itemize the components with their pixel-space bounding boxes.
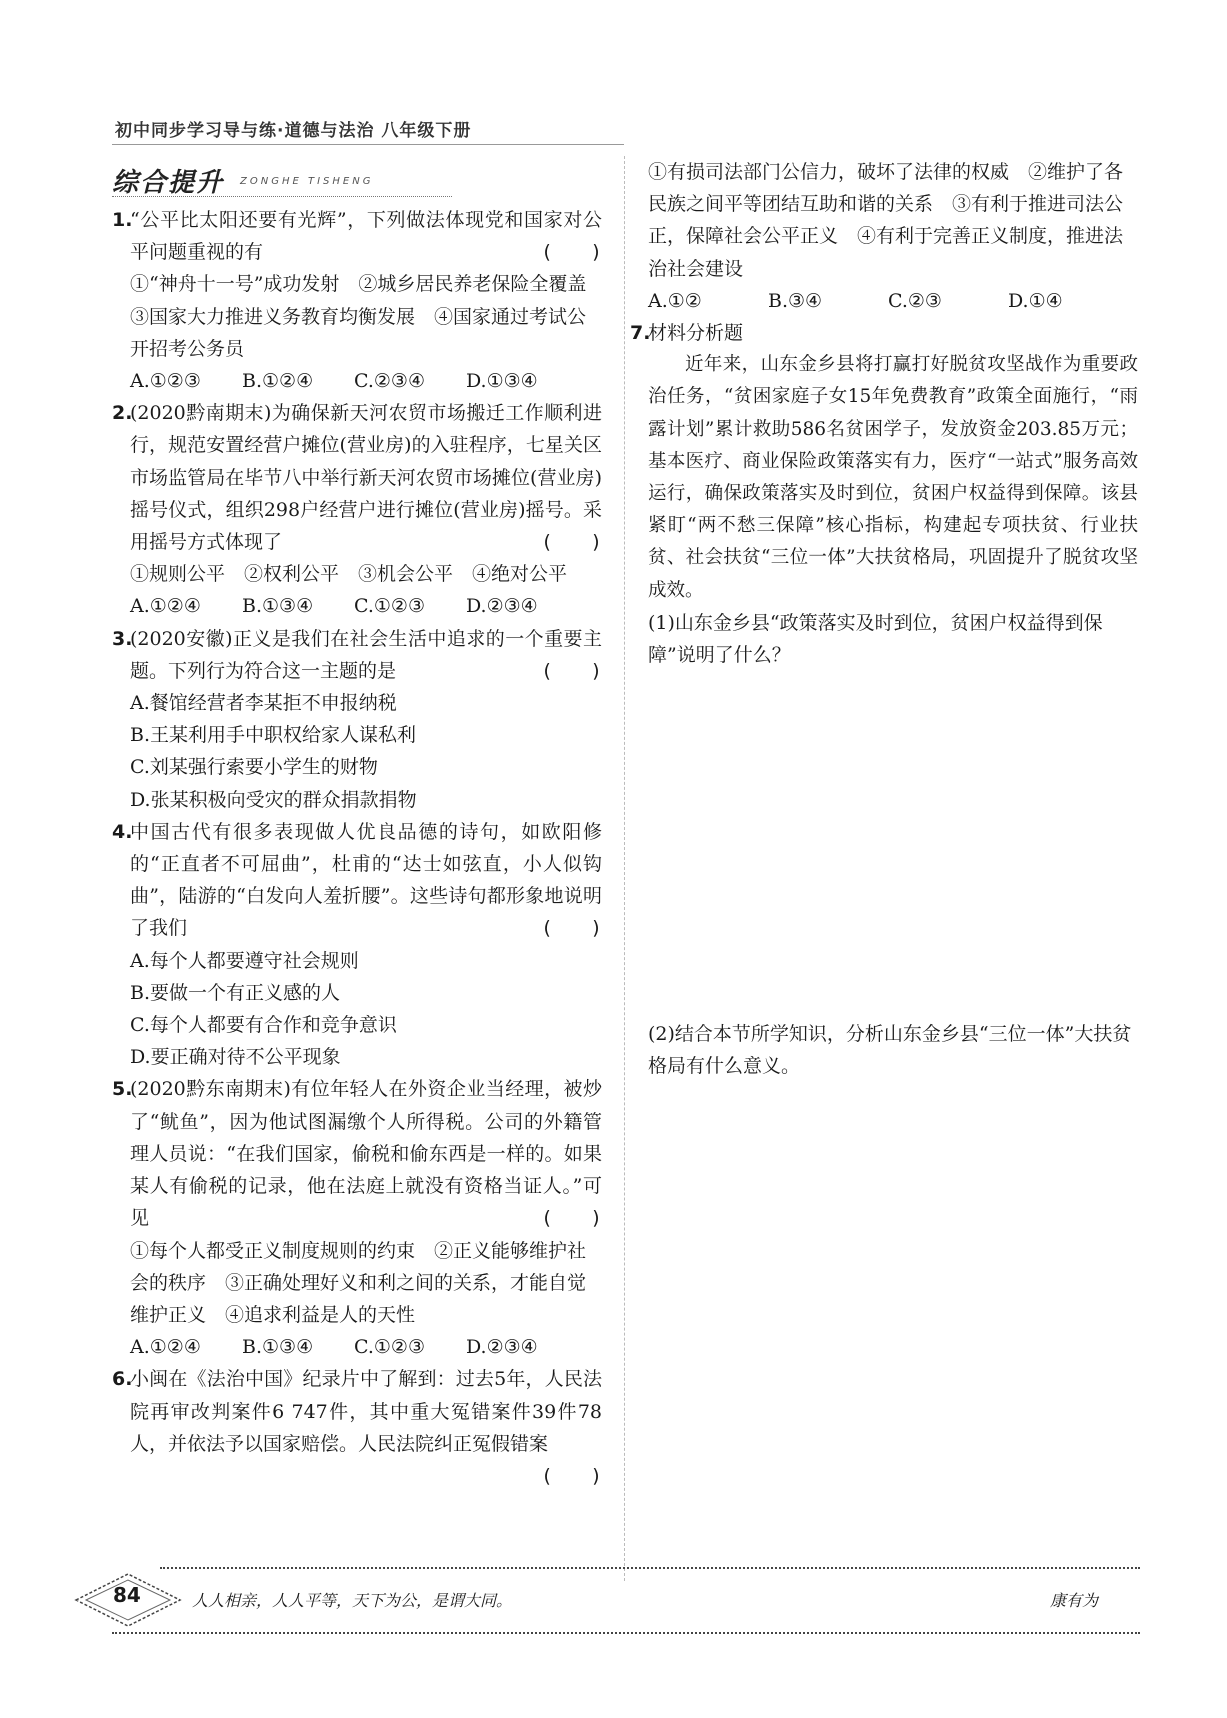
question-7-title: 材料分析题 [648,322,744,345]
question-number: 2. [112,402,133,425]
choice-c: C.①②③ [354,1336,425,1359]
choice-d: D.②③④ [466,595,538,618]
page-number: 84 [113,1583,141,1607]
choice-a: A.①②③ [130,370,201,393]
choice-a: A.①② [648,289,702,312]
answer-blank: ( ) [541,1464,602,1487]
choice-row [112,1331,602,1363]
choice-d: D.张某积极向受灾的群众捐款捐物 [130,788,417,811]
answer-blank: ( ) [541,917,602,940]
choice-a: A.餐馆经营者李某拒不申报纳税 [130,692,397,715]
question-6 [112,1363,602,1492]
choice-row [112,365,602,397]
choice-c: C.每个人都要有合作和竞争意识 [130,1014,397,1037]
choice-a: A.①②④ [130,1336,201,1359]
question-number: 3. [112,627,133,650]
question-stem: “公平比太阳还要有光辉”，下列做法体现党和国家对公平问题重视的有 ( ) [130,204,602,268]
question-number: 7. [630,322,651,345]
question-stem: (2020黔南期末)为确保新天河农贸市场搬迁工作顺利进行，规范安置经营户摊位(营业房)的入驻程序，七星关区市场监管局在毕节八中举行新天河农贸市场摊位(营业房)摇号仪式，组织298户经营户进行摊位(营业房)摇号。采用摇号方式体现了 ( ) [130,397,602,558]
choice-d: D.①④ [1008,289,1063,312]
question-5 [112,1073,602,1363]
answer-blank: ( ) [541,531,602,554]
choice-c: C.②③④ [354,370,425,393]
question-number: 4. [112,820,133,843]
question-stem: (2020安徽)正义是我们在社会生活中追求的一个重要主题。下列行为符合这一主题的是 ( ) [130,623,602,687]
section-underline [112,196,452,197]
footer-rule-top [160,1567,1140,1569]
statement-options: ①每个人都受正义制度规则的约束 ②正义能够维护社会的秩序 ③正确处理好义和利之间的关系，才能自觉维护正义 ④追求利益是人的天性 [130,1239,587,1326]
choice-row [112,590,602,622]
choice-d: D.①③④ [466,370,538,393]
choice-c: C.刘某强行索要小学生的财物 [130,756,378,779]
q6-statement-options: ①有损司法部门公信力，破坏了法律的权威 ②维护了各民族之间平等团结互助和谐的关系 ③有利于推进司法公正，保障社会公平正义 ④有利于完善正义制度，推进法治社会建设 [648,161,1124,280]
sub-question-1: (1)山东金乡县“政策落实及时到位，贫困户权益得到保障”说明了什么？ [648,611,1103,667]
section-title: 综合提升 [112,168,225,198]
choice-b: B.①②④ [242,370,314,393]
choice-a: A.每个人都要遵守社会规则 [130,949,359,972]
running-header: 初中同步学习导与练·道德与法治 八年级下册 [115,121,472,141]
choice-b: B.①③④ [242,595,314,618]
choice-c: C.②③ [888,289,942,312]
answer-blank: ( ) [541,659,602,682]
question-number: 6. [112,1368,133,1391]
question-4 [112,816,602,1074]
footer-quote: 人人相亲，人人平等，天下为公，是谓大同。 [192,1591,513,1610]
q6-choice-row [648,285,1138,317]
question-stem: 小闽在《法治中国》纪录片中了解到：过去5年，人民法院再审改判案件6 747件，其中重大冤错案件39件78人，并依法予以国家赔偿。人民法院纠正冤假错案 ( ) [130,1363,602,1492]
choice-b: B.要做一个有正义感的人 [130,981,341,1004]
column-divider [624,156,625,1581]
material-passage: 近年来，山东金乡县将打赢打好脱贫攻坚战作为重要政治任务，“贫困家庭子女15年免费教育”政策全面施行，“雨露计划”累计救助586名贫困学子，发放资金203.85万元；基本医疗、商业保险政策落实有力，医疗“一站式”服务高效运行，确保政策落实及时到位，贫困户权益得到保障。该县紧盯“两不愁三保障”核心指标，构建起专项扶贫、行业扶贫、社会扶贫“三位一体”大扶贫格局，巩固提升了脱贫攻坚成效。 [648,354,1138,601]
choice-b: B.③④ [768,289,823,312]
question-2 [112,397,602,622]
choice-d: D.要正确对待不公平现象 [130,1046,341,1069]
question-number: 5. [112,1078,133,1101]
choice-d: D.②③④ [466,1336,538,1359]
choice-a: A.①②④ [130,595,201,618]
answer-blank: ( ) [541,241,602,264]
choice-c: C.①②③ [354,595,425,618]
section-subtitle: ZONGHE TISHENG [240,176,374,187]
statement-options: ①“神舟十一号”成功发射 ②城乡居民养老保险全覆盖 ③国家大力推进义务教育均衡发展 ④国家通过考试公开招考公务员 [130,273,606,360]
choice-b: B.①③④ [242,1336,314,1359]
answer-blank: ( ) [541,1207,602,1230]
question-7-heading [630,317,1138,349]
question-1 [112,204,606,397]
question-stem: (2020黔东南期末)有位年轻人在外资企业当经理，被炒了“鱿鱼”，因为他试图漏缴个人所得税。公司的外籍管理人员说：“在我们国家，偷税和偷东西是一样的。如果某人有偷税的记录，他在法庭上就没有资格当证人。”可见 ( ) [130,1073,602,1234]
header-rule [112,144,624,145]
right-column [630,156,1138,671]
question-stem: 中国古代有很多表现做人优良品德的诗句，如欧阳修的“正直者不可屈曲”，杜甫的“达士如弦直，小人似钩曲”，陆游的“白发向人羞折腰”。这些诗句都形象地说明了我们 ( ) [130,816,602,945]
left-column [112,204,606,1492]
sub-question-2: (2)结合本节所学知识，分析山东金乡县“三位一体”大扶贫格局有什么意义。 [648,1023,1132,1078]
question-number: 1. [112,209,133,231]
statement-options: ①规则公平 ②权利公平 ③机会公平 ④绝对公平 [130,563,568,586]
footer-quote-author: 康有为 [1050,1591,1099,1610]
footer-rule-bottom [112,1632,1140,1634]
question-3 [112,623,602,816]
choice-b: B.王某利用手中职权给家人谋私利 [130,724,417,747]
